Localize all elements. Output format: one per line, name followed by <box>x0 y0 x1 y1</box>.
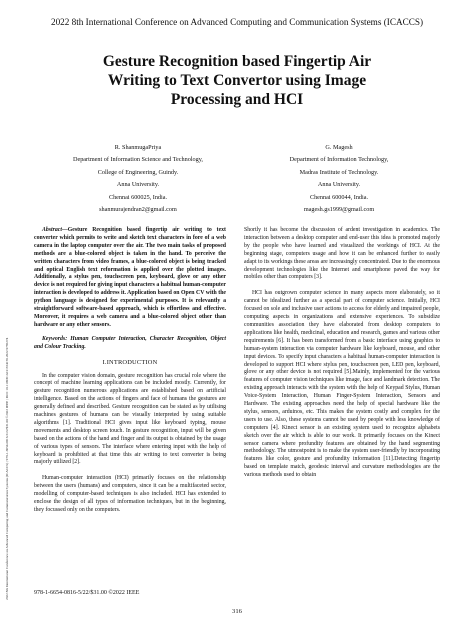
paragraph: HCI has outgrown computer science in many aspects more elaborately, so it cannot be idealized further as a special part of computer science. Initially, HCI focused on sole and inclusive user actions to access for elderly and impaired people, computing aspects in organizations and extensive experiences. To subsidize communities association they have elaborated from desktop computers to applications like health, medicinal, education and research, games and various other requirements [6]. It has been transformed from a basic interface using graphics to human-system interaction via computer hardware like keyboard, mouse, and other input devices. To specify input characters a habitual human-computer interaction is developed to support HCI where stylus pen, touchscreen pen, LED pen, keyboard, glove or any other device is not required [5].Mainly, implemented for the various features of computer vision techniques like image, face and landmark detection. The existing approach interacts with the system with the help of Keypad Stylus, Human Voice-System Interaction, Human Finger-System Interaction, Sensors and Hardware. The existing approaches need the help of special hardware like the stylus, sensors, arduinos, etc. This makes the system costly and complex for the users to use. Also, these systems cannot be used by people with less knowledge of computers [4]. Kinect sensor is an existing system used to recognize alphabets sketch over the air which is able to our work. It primarily focuses on the Kinect sensor camera where profundity features are obtained by the hand segmenting methodology. The utmostpoint is to make the system user-friendly by incorporating features like color, gesture and profundity information [11].Detecting fingertip based on template match, geodesic interval and curvature methodologies are the various methods used to obtain <box>244 290 440 479</box>
author-department: Department of Information Technology, <box>289 156 389 164</box>
abstract-text: —Gesture Recognition based fingertip air writing to text converter which permits to write and sketch text characters in fore of a web camera in the laptop computer over the air. The two main tasks of proposed methods are a blue-colored object is taken in the hand. To perceive the written characters from video frames, a blue-colored object is being tracked and optical English text reformation is applied over the plotted images. Additionally, a stylus pen, touchscreen pen, keyboard, glove or any other device is not required for giving input characters a habitual human-computer interaction is developed to address it. Application based on Open CV with the python language is designed for experimental purposes. It is relevantly a straightforward software-based approach, which is effortless and effective. Moreover, it requires a web camera and a blue-colored object other than hardware or any other sensors. <box>34 227 226 328</box>
author-name: R. ShanmugaPriya <box>114 144 162 151</box>
conference-header: 2022 8th International Conference on Advanced Computing and Communication Systems (ICACCS) <box>50 17 424 27</box>
paragraph: Shortly it has become the discussion of ardent investigation in academics. The interaction between a desktop computer and end-user this idea is promoted majorly by the people who have learned and visualized the workings of HCI. At the beginning stage, computers usage and how it can be enhanced further to easily adapt to its workings these areas are increasingly concentrated. Due to the enormous development technologies like the Internet and smartphone paved the way for mobiles other than computers [3]. <box>244 227 440 281</box>
doi-sidebar-text: 2022 8th International Conference on Advanced Computing and Communication Systems (ICACCS) | 978-1-6654-0816-5/22/$31.00 ©2022 IEEE | DOI: 10.1109/ICACCS54159.2022.9785274 <box>5 337 9 600</box>
keywords-lead: Keywords: <box>42 335 68 342</box>
section-heading-introduction: I.INTRODUCTION <box>102 358 158 366</box>
author-email[interactable]: magesh.gs1999@gmail.com <box>303 206 375 214</box>
author-name: G. Magesh <box>325 144 353 151</box>
keywords <box>34 336 226 352</box>
author-city: Chennai 600044, India. <box>309 193 369 201</box>
author-city: Chennai 600025, India. <box>108 193 168 201</box>
author-university: Anna University. <box>116 181 160 189</box>
author-college: Madras Institute of Technology. <box>299 168 379 176</box>
author-university: Anna University. <box>317 181 361 189</box>
right-column <box>244 227 440 480</box>
abstract-lead: Abstract <box>42 227 62 233</box>
page-number: 316 <box>232 608 242 615</box>
author-block-1 <box>48 142 228 216</box>
title-line-1: Gesture Recognition based Fingertip Air <box>102 53 372 70</box>
paper-title <box>30 52 444 109</box>
left-column <box>34 227 226 515</box>
keywords-text: Human Computer Interaction, Character Recognition, Object and Colour Tracking. <box>34 335 226 350</box>
author-email[interactable]: shanmurajendran2@gmail.com <box>99 206 177 214</box>
paragraph: Human-computer interaction (HCI) primarily focuses on the relationship between the users (humans) and computers, since it can be a multifaceted sector, modelling of computer-based techniques is also included. HCI has extended to enclose the design of all types of information techniques, but in the beginning, they focussed only on the computers. <box>34 475 226 513</box>
title-line-2: Writing to Text Convertor using Image <box>107 72 367 89</box>
copyright-footer: 978-1-6654-0816-5/22/$31.00 ©2022 IEEE <box>34 590 140 596</box>
title-line-3: Processing and HCI <box>170 91 304 108</box>
author-college: College of Engineering, Guindy. <box>97 168 179 176</box>
author-block-2 <box>249 142 429 216</box>
author-department: Department of Information Science and Technology, <box>73 156 203 164</box>
doi-sidebar <box>2 120 12 600</box>
abstract <box>34 227 226 330</box>
paragraph: In the computer vision domain, gesture recognition has crucial role where the concept of machine learning applications can be included mostly. Currently, for gesture recognition numerous applications are established based on artificial intelligence. Based on the actions of fingers and face of humans the gestures are generally defined and described. Gesture recognition can be stated as by utilising machines gestures of humans can be visually interpreted by using suitable algorithms [1]. Traditional HCI gives input like keyboard typing, mouse movements and desktop screen touch. In gesture recognition, input will be given based on the actions of the hand and finger and its output is obtained by the usage of various types of sensors. The interface where entering input with the help of keyboard is prohibited at that time this air writing to text converter is being majorly utilized [2]. <box>34 372 226 466</box>
